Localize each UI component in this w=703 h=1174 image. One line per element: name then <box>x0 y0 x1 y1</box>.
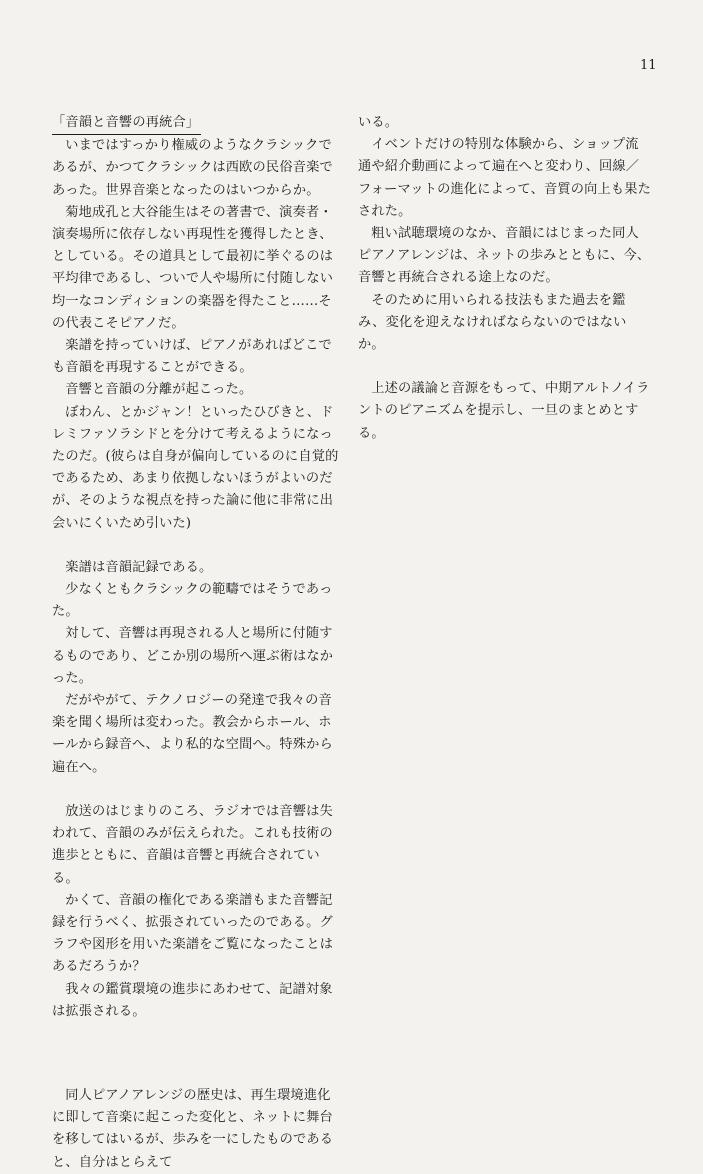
paragraph: 楽譜を持っていけば、ピアノがあればどこでも音韻を再現することができる。 <box>52 338 332 376</box>
section-heading: 「音韻と音響の再統合」 <box>52 112 201 135</box>
paragraph-continuation: いる。 <box>358 115 399 130</box>
page-number: 11 <box>640 58 657 73</box>
paragraph: イベントだけの特別な体験から、ショップ流通や紹介動画によって遍在へと変わり、回線／フォーマットの進化によって、音質の向上も果たされた。 <box>358 137 652 219</box>
paragraph: 音響と音韻の分離が起こった。 <box>65 382 253 398</box>
right-column <box>358 112 652 445</box>
left-column <box>52 112 344 1174</box>
paragraph: いまではすっかり権威のようなクラシックであるが、かつてクラシックは西欧の民俗音楽であった。世界音楽となったのはいつからか。 <box>52 138 333 198</box>
paragraph: 菊地成孔と大谷能生はその著書で、演奏者・演奏場所に依存しない再現性を獲得したとき、としている。その道具として最初に挙ぐるのは平均律であるし、ついで人や場所に付随しない均一なコンディションの楽器を得たこと……その代表こそピアノだ。 <box>52 204 334 331</box>
paragraph: だがやがて、テクノロジーの発達で我々の音楽を聞く場所は変わった。教会からホール、ホールから録音へ、より私的な空間へ。特殊から遍在へ。 <box>52 693 333 775</box>
paragraph: ぼわん、とかジャン！といったひびきと、ドレミファソラシドとを分けて考えるようになったのだ。(彼らは自身が偏向しているのに自覚的であるため、あまり依拠しないほうがよいのだが、そのような視点を持った論に他に非常に出会いにくいため引いた) <box>52 404 339 531</box>
paragraph: 上述の議論と音源をもって、中期アルトノイラントのピアニズムを提示し、一旦のまとめとする。 <box>358 381 650 441</box>
paragraph: 楽譜は音韻記録である。 <box>65 559 213 575</box>
paragraph: そのために用いられる技法もまた過去を鑑み、変化を迎えなければならないのではないか。 <box>358 292 627 353</box>
paragraph: 少なくともクラシックの範疇ではそうであった。 <box>52 582 333 620</box>
paragraph: かくて、音韻の権化である楽譜もまた音響記録を行うべく、拡張されていったのである。グラフや図形を用いた楽譜をご覧になったことはあるだろうか？ <box>52 892 334 975</box>
paragraph: 粗い試聴環境のなか、音韻にはじまった同人ピアノアレンジは、ネットの歩みとともに、今、音響と再統合される途上なのだ。 <box>358 226 651 286</box>
paragraph: 放送のはじまりのころ、ラジオでは音響は失われて、音韻のみが伝えられた。これも技術の進歩とともに、音韻は音響と再統合されている。 <box>52 803 333 886</box>
paragraph: 我々の鑑賞環境の進歩にあわせて、記譜対象は拡張される。 <box>52 981 333 1019</box>
paragraph: 対して、音響は再現される人と場所に付随するものであり、どこか別の場所へ運ぶ術はなかった。 <box>52 626 334 686</box>
paragraph: 同人ピアノアレンジの歴史は、再生環境進化に即して音楽に起こった変化と、ネットに舞台を移してはいるが、歩みを一にしたものであると、自分はとらえて <box>52 1087 334 1170</box>
